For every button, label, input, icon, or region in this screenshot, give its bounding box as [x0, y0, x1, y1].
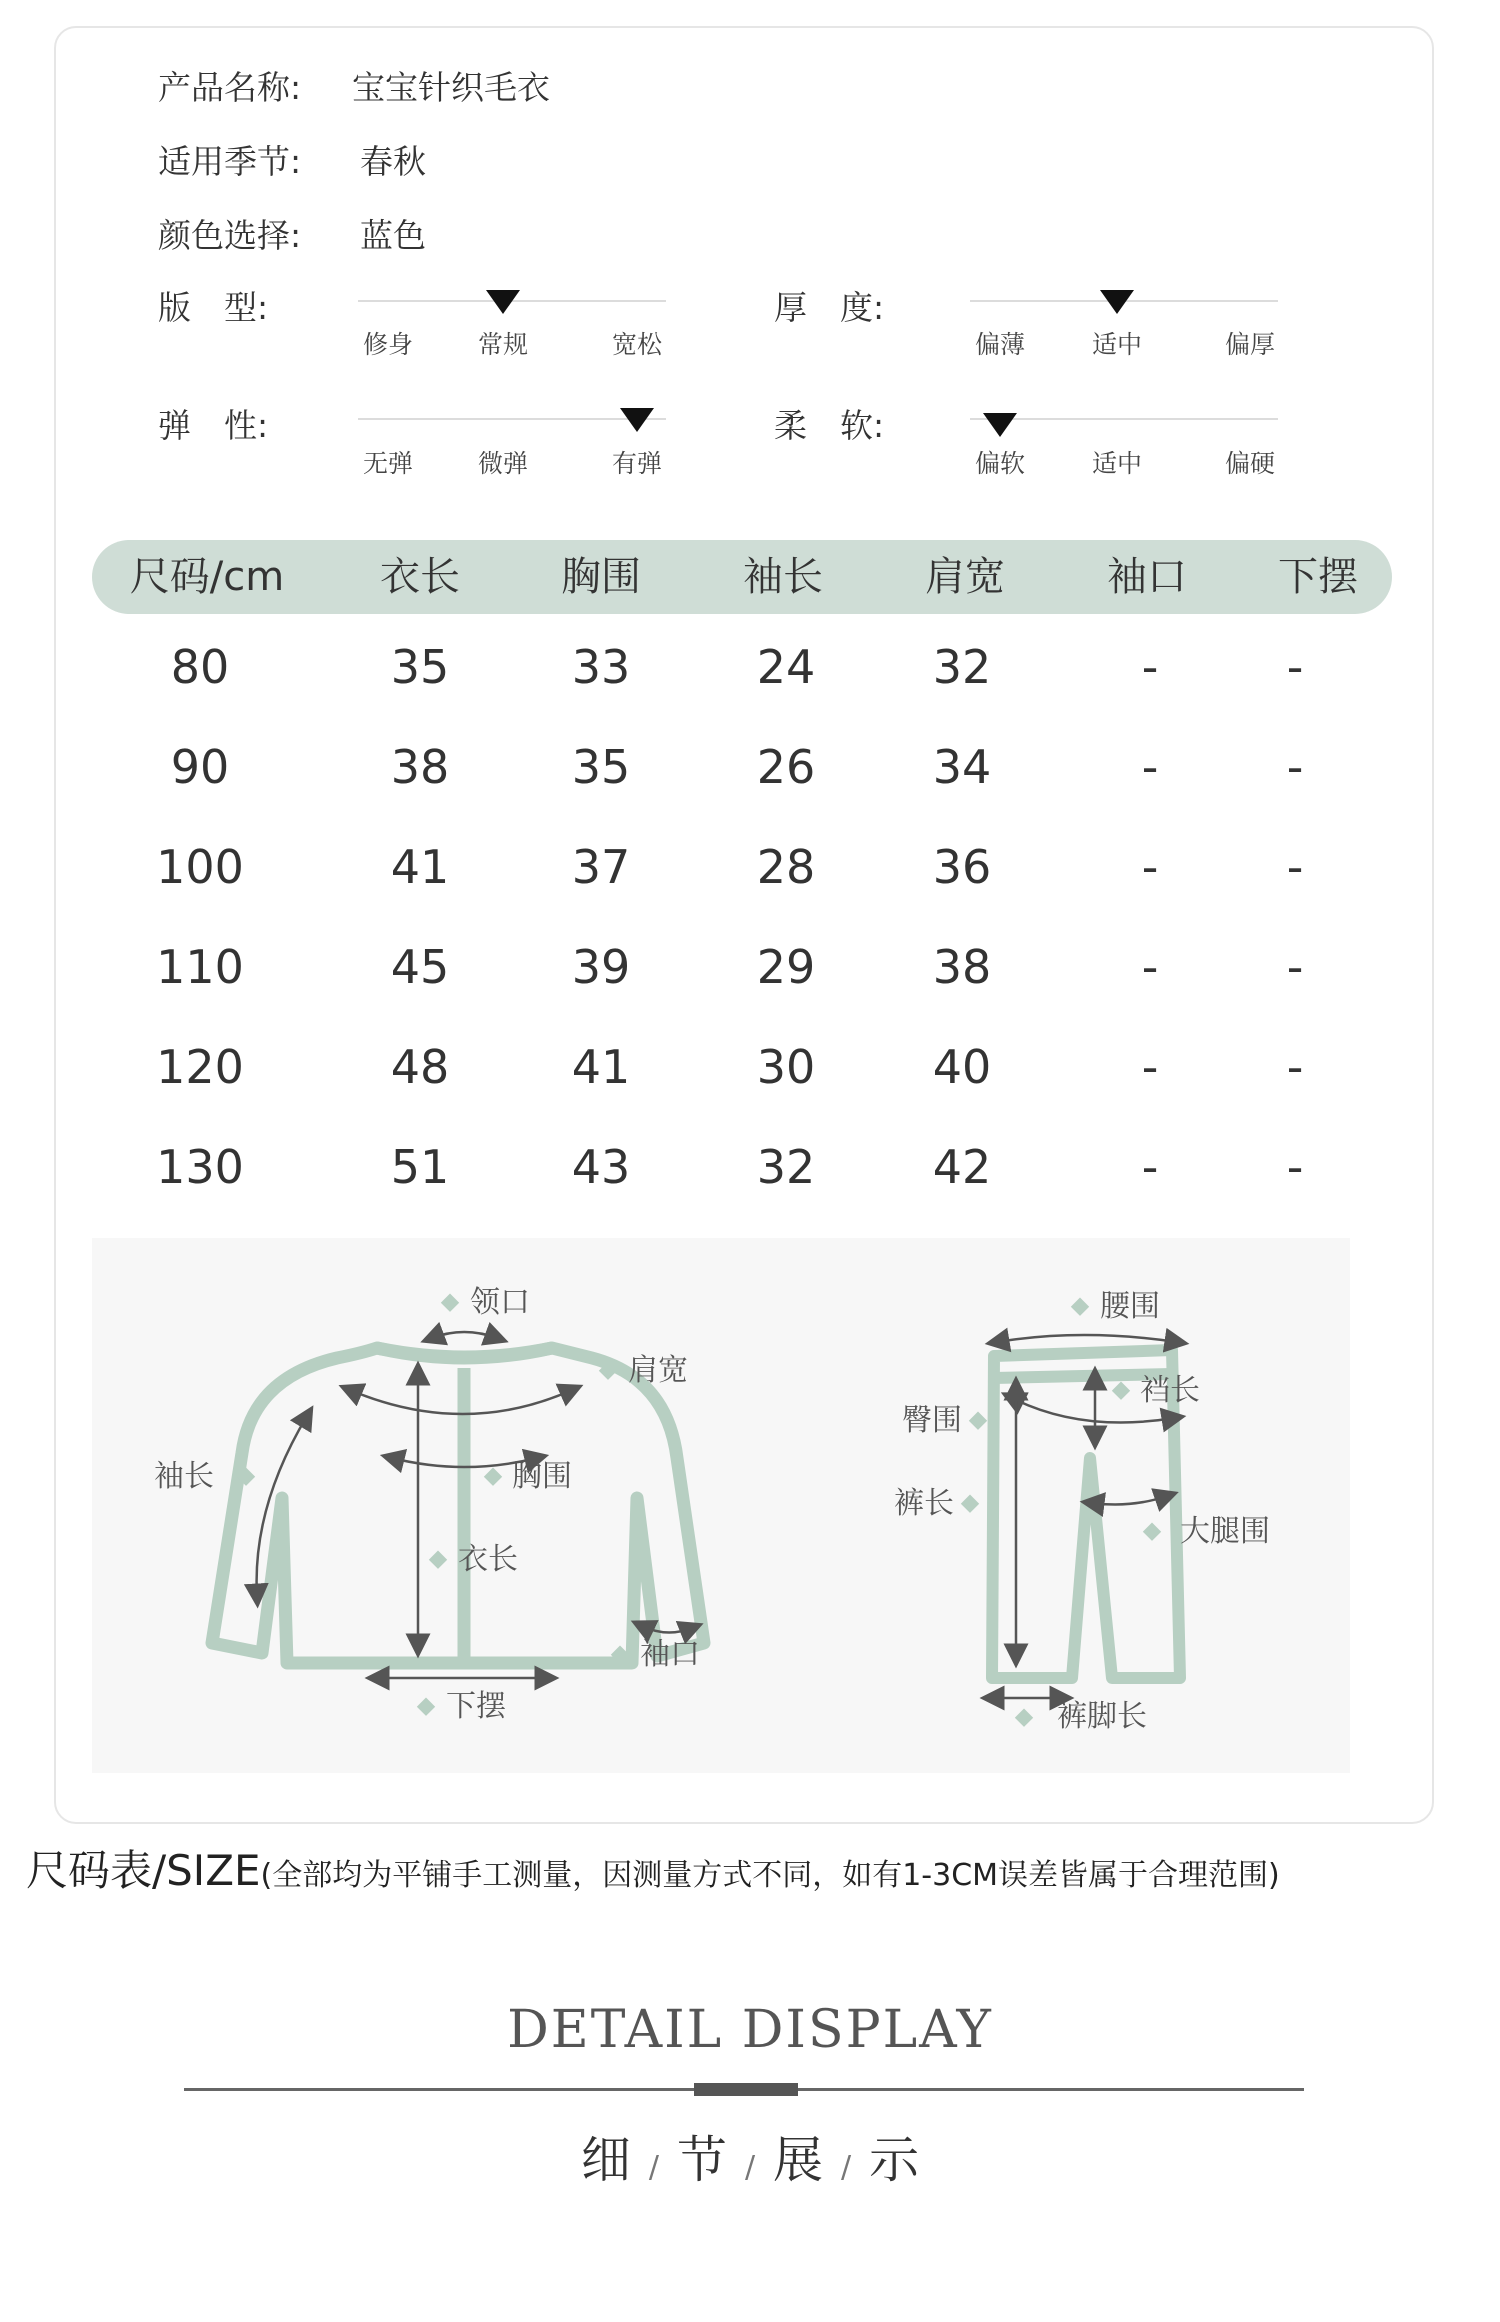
label-pants-length: 裤长 [894, 1486, 954, 1521]
elasticity-option-none: 无弹 [362, 449, 414, 478]
table-cell: 37 [571, 840, 631, 894]
fit-option-slim: 修身 [362, 330, 414, 359]
fit-option-loose: 宽松 [611, 330, 663, 359]
measurement-diagram [92, 1238, 1350, 1773]
label-length: 衣长 [458, 1542, 518, 1577]
table-cell-size: 90 [170, 740, 230, 794]
measurement-diagram-svg [92, 1238, 1350, 1773]
table-cell-size: 110 [156, 940, 244, 994]
label-rise: 裆长 [1140, 1373, 1200, 1408]
table-cell: 24 [756, 640, 816, 694]
detail-separator: / [744, 2150, 756, 2185]
label-collar: 领口 [470, 1285, 530, 1320]
product-name-value: 宝宝针织毛衣 [352, 68, 550, 107]
table-cell: - [1286, 1040, 1304, 1094]
table-cell: 35 [571, 740, 631, 794]
table-cell-size: 120 [156, 1040, 244, 1094]
table-cell: - [1286, 740, 1304, 794]
footnote-title: 尺码表/SIZE [26, 1846, 261, 1895]
sweater-outline [212, 1348, 704, 1663]
size-table-header [92, 540, 1392, 614]
table-cell: 45 [390, 940, 450, 994]
color-label: 颜色选择: [158, 216, 302, 255]
table-cell: 36 [932, 840, 992, 894]
table-cell: - [1141, 840, 1159, 894]
table-cell: 30 [756, 1040, 816, 1094]
detail-display-title: DETAIL DISPLAY [507, 2000, 993, 2060]
table-cell: - [1286, 840, 1304, 894]
table-cell-size: 100 [156, 840, 244, 894]
table-cell: 38 [390, 740, 450, 794]
detail-separator: / [648, 2150, 659, 2185]
size-table-footnote [26, 1838, 1280, 1898]
label-cuff: 袖口 [640, 1637, 700, 1672]
elasticity-scale-label: 弹 性: [158, 406, 269, 445]
table-cell: - [1286, 1140, 1304, 1194]
table-cell-size: 80 [170, 640, 230, 694]
table-header-shoulder: 肩宽 [925, 554, 1005, 600]
table-cell: - [1141, 940, 1159, 994]
softness-scale-marker [983, 413, 1017, 437]
softness-scale-label: 柔 软: [774, 406, 885, 445]
label-sleeve: 袖长 [154, 1459, 214, 1494]
table-header-size: 尺码/cm [129, 554, 285, 600]
detail-char-1: 细 [580, 2131, 631, 2189]
table-cell: 35 [390, 640, 450, 694]
table-cell: 26 [756, 740, 816, 794]
table-header-cuff: 袖口 [1107, 554, 1187, 600]
table-cell: 33 [571, 640, 631, 694]
elasticity-scale-marker [620, 408, 654, 432]
table-cell: 42 [932, 1140, 992, 1194]
thickness-scale-marker [1100, 290, 1134, 314]
table-header-hem: 下摆 [1278, 554, 1358, 600]
label-hip: 臀围 [902, 1403, 962, 1438]
table-cell: 32 [932, 640, 992, 694]
color-value: 蓝色 [360, 216, 426, 255]
label-thigh: 大腿围 [1180, 1514, 1270, 1549]
table-cell: 32 [756, 1140, 816, 1194]
detail-divider-accent [694, 2083, 798, 2096]
season-value: 春秋 [360, 142, 426, 181]
elasticity-option-slight: 微弹 [477, 449, 529, 478]
table-cell: 51 [390, 1140, 450, 1194]
table-cell-size: 130 [156, 1140, 244, 1194]
label-waist: 腰围 [1100, 1289, 1160, 1324]
label-leg-opening: 裤脚长 [1057, 1699, 1147, 1734]
table-cell: 40 [932, 1040, 992, 1094]
table-cell: 48 [390, 1040, 450, 1094]
table-cell: 34 [932, 740, 992, 794]
table-cell: 43 [571, 1140, 631, 1194]
detail-char-2: 节 [676, 2131, 727, 2189]
detail-char-4: 示 [869, 2131, 920, 2189]
table-cell: - [1141, 1140, 1159, 1194]
thickness-scale-label: 厚 度: [774, 288, 885, 327]
thickness-option-thin: 偏薄 [974, 330, 1026, 359]
table-cell: 28 [756, 840, 816, 894]
fit-scale-marker [486, 290, 520, 314]
softness-option-medium: 适中 [1091, 449, 1143, 478]
label-hem: 下摆 [446, 1689, 506, 1724]
season-label: 适用季节: [158, 142, 302, 181]
fit-scale-label: 版 型: [158, 288, 269, 327]
table-header-chest: 胸围 [561, 554, 641, 600]
table-cell: 39 [571, 940, 631, 994]
detail-separator: / [841, 2150, 852, 2185]
product-name-label: 产品名称: [158, 68, 302, 107]
table-cell: - [1141, 740, 1159, 794]
table-cell: - [1286, 940, 1304, 994]
elasticity-option-stretch: 有弹 [611, 449, 663, 478]
table-cell: 29 [756, 940, 816, 994]
detail-display-subtitle [0, 2120, 1500, 2192]
table-cell: 38 [932, 940, 992, 994]
thickness-option-medium: 适中 [1091, 330, 1143, 359]
footnote-note: (全部均为平铺手工测量，因测量方式不同，如有1-3CM误差皆属于合理范围) [260, 1858, 1280, 1893]
table-header-sleeve: 袖长 [743, 554, 823, 600]
table-cell: - [1141, 1040, 1159, 1094]
label-chest: 胸围 [512, 1459, 572, 1494]
table-cell: 41 [571, 1040, 631, 1094]
softness-option-soft: 偏软 [974, 449, 1026, 478]
table-cell: 41 [390, 840, 450, 894]
thickness-option-thick: 偏厚 [1224, 330, 1276, 359]
softness-option-hard: 偏硬 [1224, 449, 1276, 478]
table-header-length: 衣长 [380, 554, 460, 600]
table-cell: - [1286, 640, 1304, 694]
detail-char-3: 展 [773, 2131, 824, 2189]
label-shoulder: 肩宽 [628, 1353, 688, 1388]
table-cell: - [1141, 640, 1159, 694]
fit-option-regular: 常规 [477, 330, 529, 359]
